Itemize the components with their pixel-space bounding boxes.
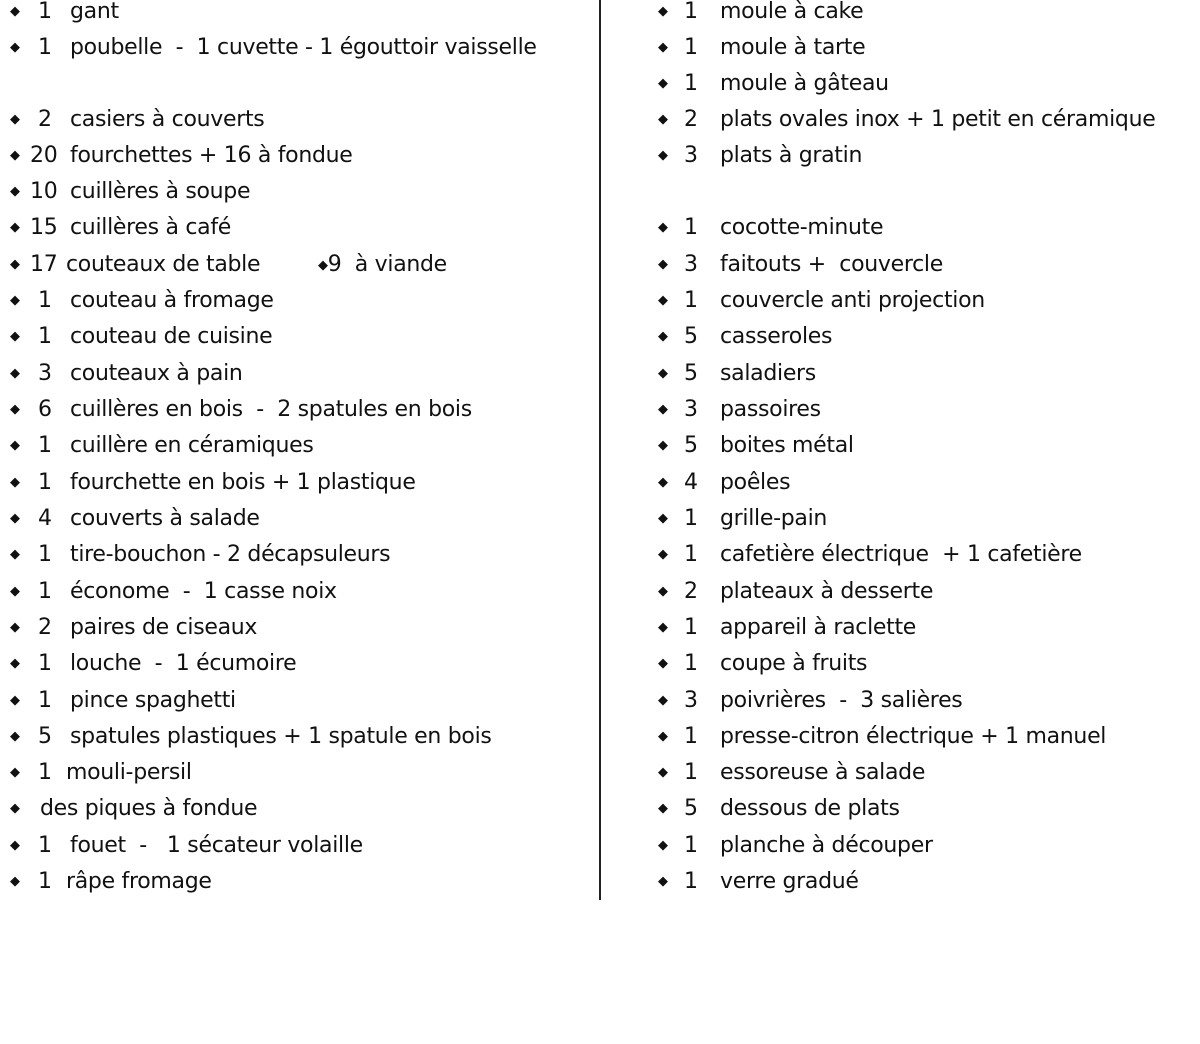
bullet-icon: ◆ <box>10 293 20 308</box>
item-quantity: 1 <box>38 433 52 458</box>
list-item <box>602 30 866 66</box>
item-quantity: 3 <box>684 252 698 277</box>
item-label: couvercle anti projection <box>720 288 985 313</box>
item-label: plateaux à desserte <box>720 579 934 604</box>
item-quantity: 1 <box>38 542 52 567</box>
item-label: boites métal <box>720 433 854 458</box>
item-label: coupe à fruits <box>720 651 868 676</box>
list-item <box>0 719 492 755</box>
bullet-icon: ◆ <box>658 402 668 417</box>
bullet-icon: ◆ <box>10 693 20 708</box>
item-quantity: 5 <box>38 724 52 749</box>
bullet-icon: ◆ <box>10 366 20 381</box>
item-quantity: 1 <box>38 651 52 676</box>
item-quantity: 17 <box>30 252 58 277</box>
item-label: gant <box>70 0 119 24</box>
item-label: cuillères à soupe <box>70 179 251 204</box>
bullet-icon: ◆ <box>658 620 668 635</box>
bullet-icon: ◆ <box>10 656 20 671</box>
item-quantity: 1 <box>38 869 52 894</box>
list-item <box>602 610 917 646</box>
item-quantity: 1 <box>38 35 52 60</box>
bullet-icon: ◆ <box>658 801 668 816</box>
bullet-icon: ◆ <box>658 475 668 490</box>
list-item <box>602 864 859 900</box>
list-item <box>602 319 833 355</box>
item-quantity: 1 <box>684 869 698 894</box>
item-label: spatules plastiques + 1 spatule en bois <box>70 724 492 749</box>
bullet-icon: ◆ <box>10 475 20 490</box>
list-item <box>0 356 243 392</box>
bullet-icon: ◆ <box>10 438 20 453</box>
bullet-icon: ◆ <box>10 112 20 127</box>
bullet-icon: ◆ <box>658 4 668 19</box>
bullet-icon: ◆ <box>658 329 668 344</box>
item-quantity: 1 <box>38 688 52 713</box>
list-item <box>0 174 251 210</box>
item-extra <box>318 247 447 284</box>
list-item <box>602 138 863 174</box>
item-label: râpe fromage <box>66 869 212 894</box>
item-label: poubelle - 1 cuvette - 1 égouttoir vaisselle <box>70 35 537 60</box>
bullet-icon: ◆ <box>658 838 668 853</box>
list-item <box>0 646 297 682</box>
list-item <box>0 0 119 30</box>
list-item <box>602 210 884 246</box>
item-quantity: 3 <box>684 143 698 168</box>
item-label: fourchettes + 16 à fondue <box>70 143 353 168</box>
item-quantity: 1 <box>684 0 698 24</box>
bullet-icon: ◆ <box>658 547 668 562</box>
list-item <box>602 392 821 428</box>
item-quantity: 1 <box>38 833 52 858</box>
item-label: moule à gâteau <box>720 71 889 96</box>
item-quantity: 2 <box>38 615 52 640</box>
list-item <box>602 828 933 864</box>
item-label: fourchette en bois + 1 plastique <box>70 470 416 495</box>
item-quantity: 1 <box>38 324 52 349</box>
bullet-icon: ◆ <box>658 257 668 272</box>
list-item <box>0 755 192 791</box>
item-label: couteaux de table <box>66 252 261 277</box>
list-item <box>602 683 963 719</box>
bullet-icon: ◆ <box>10 584 20 599</box>
item-quantity: 2 <box>684 107 698 132</box>
bullet-icon: ◆ <box>658 656 668 671</box>
item-quantity: 15 <box>30 215 58 240</box>
list-item <box>602 791 900 827</box>
item-quantity: 1 <box>38 470 52 495</box>
item-quantity: 20 <box>30 143 58 168</box>
item-label: dessous de plats <box>720 796 900 821</box>
item-quantity: 6 <box>38 397 52 422</box>
item-label: plats à gratin <box>720 143 863 168</box>
bullet-icon: ◆ <box>658 112 668 127</box>
bullet-icon: ◆ <box>10 765 20 780</box>
bullet-icon: ◆ <box>10 874 20 889</box>
list-item <box>0 465 416 501</box>
bullet-icon: ◆ <box>10 220 20 235</box>
list-item <box>0 683 236 719</box>
item-quantity: 1 <box>38 0 52 24</box>
bullet-icon: ◆ <box>658 220 668 235</box>
bullet-icon: ◆ <box>10 4 20 19</box>
list-item <box>0 501 260 537</box>
item-label: moule à tarte <box>720 35 866 60</box>
list-item <box>602 537 1082 573</box>
bullet-icon: ◆ <box>10 40 20 55</box>
list-item <box>0 283 274 319</box>
item-quantity: 1 <box>38 288 52 313</box>
list-item <box>602 646 868 682</box>
item-extra-label: 9 à viande <box>327 252 447 277</box>
item-label: mouli-persil <box>66 760 192 785</box>
item-label: verre gradué <box>720 869 859 894</box>
item-quantity: 1 <box>684 542 698 567</box>
list-item <box>0 102 265 138</box>
item-quantity: 4 <box>38 506 52 531</box>
bullet-icon: ◆ <box>10 329 20 344</box>
bullet-icon: ◆ <box>658 76 668 91</box>
item-quantity: 10 <box>30 179 58 204</box>
bullet-icon: ◆ <box>10 801 20 816</box>
bullet-icon: ◆ <box>10 511 20 526</box>
item-label: fouet - 1 sécateur volaille <box>70 833 363 858</box>
item-quantity: 2 <box>38 107 52 132</box>
bullet-icon: ◆ <box>658 293 668 308</box>
bullet-icon: ◆ <box>10 838 20 853</box>
item-quantity: 5 <box>684 324 698 349</box>
bullet-icon: ◆ <box>10 402 20 417</box>
list-item <box>0 319 273 355</box>
item-quantity: 1 <box>684 35 698 60</box>
item-label: cafetière électrique + 1 cafetière <box>720 542 1082 567</box>
bullet-icon: ◆ <box>658 40 668 55</box>
item-quantity: 1 <box>38 579 52 604</box>
list-item <box>602 465 791 501</box>
item-label: passoires <box>720 397 821 422</box>
item-quantity: 3 <box>684 397 698 422</box>
item-label: planche à découper <box>720 833 933 858</box>
item-quantity: 1 <box>684 760 698 785</box>
list-item <box>0 864 212 900</box>
item-label: casseroles <box>720 324 833 349</box>
item-label: couteau de cuisine <box>70 324 273 349</box>
list-item <box>0 210 231 246</box>
item-label: pince spaghetti <box>70 688 236 713</box>
bullet-icon: ◆ <box>658 874 668 889</box>
item-label: saladiers <box>720 361 816 386</box>
bullet-icon: ◆ <box>658 148 668 163</box>
bullet-icon: ◆ <box>10 620 20 635</box>
item-label: couteaux à pain <box>70 361 243 386</box>
item-quantity: 1 <box>684 288 698 313</box>
item-label: des piques à fondue <box>40 796 258 821</box>
item-label: couverts à salade <box>70 506 260 531</box>
list-item <box>602 501 828 537</box>
item-label: économe - 1 casse noix <box>70 579 337 604</box>
item-quantity: 5 <box>684 361 698 386</box>
item-quantity: 2 <box>684 579 698 604</box>
item-quantity: 3 <box>38 361 52 386</box>
item-quantity: 1 <box>684 71 698 96</box>
list-item <box>0 30 537 66</box>
item-label: cuillères en bois - 2 spatules en bois <box>70 397 472 422</box>
list-item <box>0 392 472 428</box>
item-quantity: 1 <box>684 215 698 240</box>
item-quantity: 1 <box>684 724 698 749</box>
bullet-icon: ◆ <box>10 148 20 163</box>
item-label: cuillère en céramiques <box>70 433 314 458</box>
item-quantity: 5 <box>684 796 698 821</box>
list-item <box>0 247 447 283</box>
item-label: louche - 1 écumoire <box>70 651 297 676</box>
item-label: poêles <box>720 470 791 495</box>
bullet-icon: ◆ <box>658 584 668 599</box>
item-quantity: 1 <box>684 651 698 676</box>
item-quantity: 1 <box>684 833 698 858</box>
list-item <box>0 828 363 864</box>
column-divider <box>599 0 601 900</box>
bullet-icon: ◆ <box>10 729 20 744</box>
list-item <box>0 791 258 827</box>
item-label: moule à cake <box>720 0 864 24</box>
item-label: plats ovales inox + 1 petit en céramique <box>720 107 1156 132</box>
list-item <box>0 537 391 573</box>
item-label: tire-bouchon - 2 décapsuleurs <box>70 542 391 567</box>
item-quantity: 5 <box>684 433 698 458</box>
bullet-icon: ◆ <box>318 258 328 273</box>
list-item <box>0 610 258 646</box>
list-item <box>602 102 1156 138</box>
bullet-icon: ◆ <box>10 547 20 562</box>
list-item <box>602 247 943 283</box>
item-quantity: 3 <box>684 688 698 713</box>
item-label: casiers à couverts <box>70 107 265 132</box>
list-item <box>602 755 926 791</box>
list-item <box>602 356 816 392</box>
list-item <box>602 66 889 102</box>
item-label: cocotte-minute <box>720 215 884 240</box>
list-item <box>602 428 854 464</box>
bullet-icon: ◆ <box>10 184 20 199</box>
list-item <box>0 138 353 174</box>
list-item <box>602 0 864 30</box>
item-quantity: 4 <box>684 470 698 495</box>
bullet-icon: ◆ <box>10 257 20 272</box>
bullet-icon: ◆ <box>658 693 668 708</box>
item-label: paires de ciseaux <box>70 615 258 640</box>
item-quantity: 1 <box>684 615 698 640</box>
item-label: presse-citron électrique + 1 manuel <box>720 724 1107 749</box>
item-quantity: 1 <box>684 506 698 531</box>
bullet-icon: ◆ <box>658 729 668 744</box>
item-label: essoreuse à salade <box>720 760 926 785</box>
item-label: couteau à fromage <box>70 288 274 313</box>
bullet-icon: ◆ <box>658 366 668 381</box>
list-item <box>0 574 337 610</box>
list-item <box>602 719 1107 755</box>
bullet-icon: ◆ <box>658 511 668 526</box>
item-label: appareil à raclette <box>720 615 917 640</box>
item-label: grille-pain <box>720 506 828 531</box>
bullet-icon: ◆ <box>658 765 668 780</box>
list-item <box>602 283 985 319</box>
list-item <box>0 428 314 464</box>
item-label: faitouts + couvercle <box>720 252 943 277</box>
item-label: cuillères à café <box>70 215 231 240</box>
bullet-icon: ◆ <box>658 438 668 453</box>
list-item <box>602 574 934 610</box>
item-quantity: 1 <box>38 760 52 785</box>
item-label: poivrières - 3 salières <box>720 688 963 713</box>
